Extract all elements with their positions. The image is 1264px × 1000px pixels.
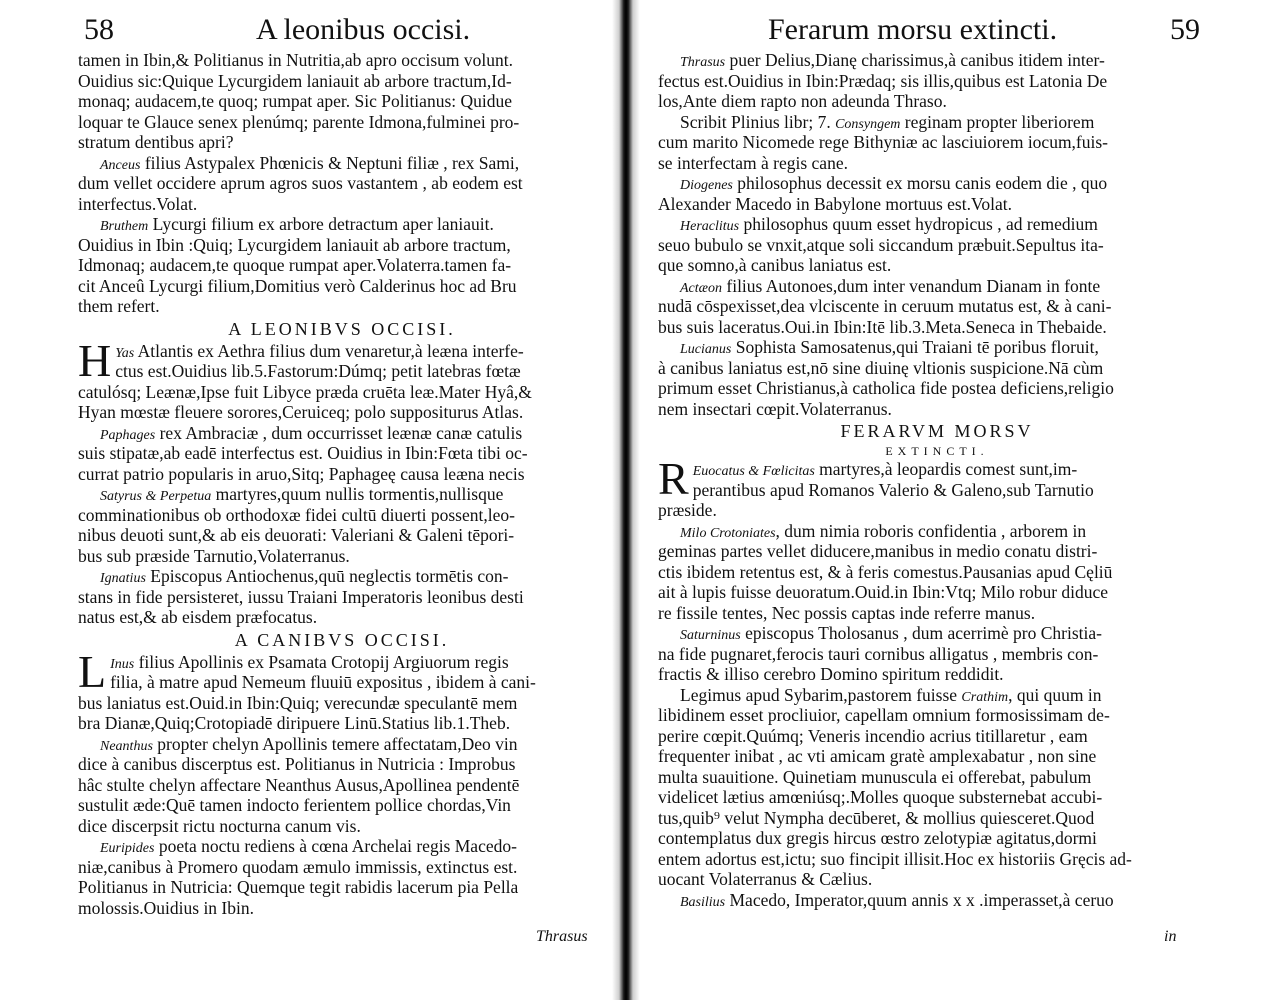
text-line: fectus est.Ouidius in Ibin:Prædaq; sis illis,quibus est Latonia De bbox=[658, 70, 1108, 91]
left-page-body bbox=[78, 50, 606, 918]
right-page-body bbox=[658, 50, 1216, 910]
right-page bbox=[640, 0, 1264, 1000]
text-line: Scribit Plinius libr; 7. Consyngem reginam propter liberiorem bbox=[680, 111, 1095, 132]
text-line: Satyrus & Perpetua martyres,quum nullis tormentis,nullisque bbox=[100, 484, 504, 504]
text-line: Legimus apud Sybarim,pastorem fuisse Crathim, qui quum in bbox=[680, 684, 1102, 705]
text-line: Paphages rex Ambraciæ , dum occurrisset leænæ canæ catulis bbox=[100, 422, 523, 443]
text-line: tus,quib⁹ velut Nympha decūberet, & mollius quiesceret.Quod bbox=[658, 807, 1095, 828]
text-line: Bruthem Lycurgi filium ex arbore detractum aper laniauit. bbox=[100, 214, 494, 234]
text-line: contemplatus dux gregis hircus œstro zelotypiæ agitatus,dormi bbox=[658, 828, 1097, 848]
entry-linus bbox=[78, 645, 606, 734]
text-line: nem insectari cœpit.Volaterranus. bbox=[658, 398, 892, 419]
text-line: Saturninus episcopus Tholosanus , dum acerrimè pro Christia- bbox=[680, 623, 1102, 643]
text-line: niæ,canibus à Promero quodam æmulo immissis, extinctus est. bbox=[78, 856, 518, 877]
entry-name: Bruthem bbox=[100, 219, 149, 234]
text-line: nudā cōspexisset,dea vlciscente in ceruum mutatus est, & à cani- bbox=[658, 296, 1112, 316]
text-line: Idmonaq; audacem,te quoque rumpat aper.Volaterra.tamen fa- bbox=[78, 255, 512, 275]
text-line: loquar te Glauce senex plenúmq; parente Idmona,fulminei pro- bbox=[78, 111, 520, 132]
text-line: ctus est.Ouidius lib.5.Fastorum:Dúmq; petit latebras fœtæ bbox=[115, 361, 521, 381]
drop-cap: L bbox=[78, 645, 107, 697]
entry-euripides bbox=[78, 836, 606, 918]
paragraph-opening bbox=[78, 50, 606, 153]
text-line: videlicet lætius amœniúsq;.Molles quoque substernebat accubi- bbox=[658, 787, 1103, 807]
entry-diogenes bbox=[658, 173, 1216, 214]
text-line: ctis ibidem retentus est, & à feris comestus.Pausanias apud Cęliū bbox=[658, 561, 1113, 582]
text-line: que somno,à canibus laniatus est. bbox=[658, 255, 892, 275]
entry-hyas bbox=[78, 334, 606, 423]
entry-name: Euocatus & Fœlicitas bbox=[692, 464, 815, 479]
entry-name: Heraclitus bbox=[680, 219, 740, 234]
right-page-header bbox=[640, 10, 1264, 50]
entry-name: Anceus bbox=[100, 157, 141, 173]
text-line: bus sub præside Tarnutio,Volaterranus. bbox=[78, 545, 350, 566]
text-line: filia, à matre apud Nemeum fluuiū expositus , ibidem à cani- bbox=[110, 672, 536, 692]
text-line: ait à lupis fuisse deuoratum.Ouid.in Ibin:Vtq; Milo robur diduce bbox=[658, 582, 1109, 602]
text-line: à canibus laniatus est,nō sine diuinę vltionis suspicione.Nā cùm bbox=[658, 357, 1104, 378]
entry-name: Milo Crotoniates bbox=[680, 525, 776, 541]
entry-basilius bbox=[658, 890, 1216, 911]
drop-cap: H bbox=[78, 334, 112, 386]
text-line: Neanthus propter chelyn Apollinis temere affectatam,Deo vin bbox=[100, 733, 518, 754]
entry-name: Saturninus bbox=[680, 628, 741, 643]
text-line: comminationibus ob orthodoxæ fidei cultū diuerti possent,leo- bbox=[78, 504, 515, 525]
text-line: perire cœpit.Quúmq; Veneris incendio acrius titillaretur , eam bbox=[658, 725, 1088, 746]
text-line: Euripides poeta noctu rediens à cœna Archelai regis Macedo- bbox=[100, 836, 517, 856]
text-line: Euocatus & Fœlicitas martyres,à leopardis comest sunt,im- bbox=[692, 459, 1078, 479]
text-line: na fide pugnaret,ferocis tauri cornibus alligatus , membris con- bbox=[658, 643, 1099, 664]
text-line: stans in fide persisteret, iussu Traiani Imperatoris leonibus desti bbox=[78, 586, 524, 607]
entry-milo bbox=[658, 521, 1216, 624]
entry-name: Consyngem bbox=[835, 116, 901, 132]
text-line: interfectus.Volat. bbox=[78, 193, 198, 214]
text-line: them refert. bbox=[78, 296, 160, 316]
text-line: Basilius Macedo, Imperator,quum annis x x .imperasset,à ceruo bbox=[680, 889, 1114, 910]
drop-cap: R bbox=[658, 453, 689, 504]
text-line: stratum dentibus apri? bbox=[78, 132, 234, 152]
entry-name: Satyrus & Perpetua bbox=[100, 489, 212, 504]
text-line: libidinem esset procliuior, capellam omnium formosissimam de- bbox=[658, 705, 1110, 725]
text-line: catulósq; Leænæ,Ipse fuit Libyce præda cruēta leæ.Mater Hyâ,& bbox=[78, 381, 532, 402]
text-line: Ignatius Episcopus Antiochenus,quū neglectis tormētis con- bbox=[100, 566, 509, 586]
text-line: Anceus filius Astypalex Phœnicis & Neptuni filiæ , rex Sami, bbox=[100, 152, 520, 173]
section-heading: FERARVM MORSV bbox=[840, 421, 1034, 441]
entry-name: Neanthus bbox=[100, 738, 153, 754]
entry-saturninus bbox=[658, 623, 1216, 685]
text-line: Diogenes philosophus decessit ex morsu canis eodem die , quo bbox=[680, 173, 1108, 193]
text-line: Actæon filius Autonoes,dum inter venandum Dianam in fonte bbox=[680, 275, 1101, 296]
text-line: cit Anceû Lycurgi filium,Domitius verò Calderinus hoc ad Bru bbox=[78, 275, 517, 296]
section-subheading: EXTINCTI. bbox=[885, 444, 989, 458]
text-line: entem adortus est,ictu; suo fincipit illisit.Hoc ex historiis Gręcis ad- bbox=[658, 848, 1132, 869]
entry-name: Lucianus bbox=[680, 342, 732, 357]
text-line: hâc stulte chelyn affectare Neanthus Ausus,Apollinea pendentē bbox=[78, 774, 520, 795]
text-line: præside. bbox=[658, 500, 717, 520]
entry-satyrus bbox=[78, 484, 606, 566]
section-heading: A LEONIBVS OCCISI. bbox=[228, 318, 456, 339]
text-line: Inus filius Apollinis ex Psamata Crotopij Argiuorum regis bbox=[110, 651, 509, 672]
entry-crathis bbox=[658, 685, 1216, 890]
text-line: re fissile tentes, Nec possis captas inde referre manus. bbox=[658, 602, 1036, 623]
text-line: Ouidius sic:Quique Lycurgidem laniauit ab arbore tractum,Id- bbox=[78, 70, 512, 91]
text-line: tamen in Ibin,& Politianus in Nutritia,ab apro occisum volunt. bbox=[78, 50, 514, 70]
entry-name: Actæon bbox=[680, 280, 722, 296]
text-line: monaq; audacem,te quoq; rumpat aper. Sic Politianus: Quidue bbox=[78, 91, 513, 111]
text-line: bus suis laceratus.Oui.in Ibin:Itē lib.3.Meta.Seneca in Thebaide. bbox=[658, 316, 1107, 337]
text-line: multa suauitione. Quinetiam munuscula ei offerebat, pabulum bbox=[658, 766, 1092, 787]
text-line: nibus deuoti sunt,& ab eis deuorati: Valeriani & Galeni tēpori- bbox=[78, 525, 515, 545]
text-line: Politianus in Nutricia: Quemque tegit rabidis lacerum pia Pella bbox=[78, 877, 519, 897]
entry-name: Basilius bbox=[680, 894, 726, 910]
book-gutter bbox=[612, 0, 640, 1000]
text-line: seuo bubulo se vnxit,atque soli siccandum præbuit.Sepultus ita- bbox=[658, 234, 1104, 255]
catchword: in bbox=[1164, 928, 1177, 945]
entry-thrasus bbox=[658, 50, 1216, 112]
text-line: Alexander Macedo in Babylone mortuus est.Volat. bbox=[658, 193, 1012, 214]
entry-bruthem bbox=[78, 214, 606, 317]
text-line: cum marito Nicomede rege Bithyniæ ac lasciuiorem iocum,fuis- bbox=[658, 132, 1109, 152]
entry-actaeon bbox=[658, 276, 1216, 338]
text-line: dice discerpsit rictu nocturna canum vis. bbox=[78, 815, 361, 836]
entry-name: Paphages bbox=[100, 427, 156, 443]
text-line: Yas Atlantis ex Aethra filius dum venaretur,à leæna interfe- bbox=[115, 340, 524, 361]
page-number: 58 bbox=[84, 13, 114, 46]
entry-name: Ignatius bbox=[100, 571, 146, 586]
entry-paphages bbox=[78, 423, 606, 485]
entry-lucianus bbox=[658, 337, 1216, 419]
text-line: dice à canibus discerptus est. Politianus in Nutricia : Improbus bbox=[78, 754, 516, 774]
running-title: Ferarum morsu extincti. bbox=[768, 13, 1058, 46]
entry-plinius bbox=[658, 112, 1216, 174]
text-line: bra Dianæ,Quiq;Crotopiadē diripuere Linū.Statius lib.1.Theb. bbox=[78, 713, 511, 733]
text-line: sustulit æde:Quē tamen indocto ferientem pollice chordas,Vin bbox=[78, 795, 511, 815]
text-line: Heraclitus philosophus quum esset hydropicus , ad remedium bbox=[680, 214, 1098, 234]
section-heading: A CANIBVS OCCISI. bbox=[234, 629, 450, 650]
text-line: frequenter inibat , ac vti amicam gratè amplexabatur , non sine bbox=[658, 746, 1097, 766]
text-line: Hyan mœstæ fleuere sorores,Ceruiceq; polo suppositurus Atlas. bbox=[78, 402, 524, 422]
catchword: Thrasus bbox=[536, 928, 588, 945]
entry-heraclitus bbox=[658, 214, 1216, 276]
entry-name: Thrasus bbox=[680, 55, 726, 70]
text-line: Milo Crotoniates, dum nimia roboris confidentia , arborem in bbox=[680, 520, 1087, 541]
text-line: se interfectam à regis cane. bbox=[658, 152, 848, 173]
entry-anceus bbox=[78, 153, 606, 215]
page-number: 59 bbox=[1170, 13, 1200, 46]
left-page bbox=[0, 0, 612, 1000]
entry-ignatius bbox=[78, 566, 606, 628]
entry-name: Inus bbox=[110, 656, 135, 672]
entry-neanthus bbox=[78, 734, 606, 837]
entry-reuocatus bbox=[658, 453, 1216, 521]
text-line: currat patrio popularis in aruo,Sitq; Paphageę causa leæna necis bbox=[78, 463, 525, 484]
text-line: primum esset Christianus,à catholica fide postea deficiens,religio bbox=[658, 378, 1114, 398]
text-line: uocant Volaterranus & Cælius. bbox=[658, 869, 873, 889]
text-line: dum vellet occidere aprum agros suos vastantem , ab eodem est bbox=[78, 173, 523, 193]
text-line: Thrasus puer Delius,Dianę charissimus,à canibus itidem inter- bbox=[680, 50, 1105, 70]
text-line: los,Ante diem rapto non adeunda Thraso. bbox=[658, 91, 947, 111]
text-line: suis stipatæ,ab eadē interfectus est. Ouidius in Ibin:Fœta tibi oc- bbox=[78, 443, 528, 463]
text-line: bus laniatus est.Ouid.in Ibin:Quiq; verecundæ speculantē mem bbox=[78, 692, 518, 713]
text-line: perantibus apud Romanos Valerio & Galeno,sub Tarnutio bbox=[692, 479, 1094, 500]
entry-name: Yas bbox=[115, 345, 135, 361]
text-line: fractis & illiso cerebro Domino spiritum reddidit. bbox=[658, 664, 1004, 684]
entry-name: Crathim bbox=[961, 689, 1009, 705]
text-line: molossis.Ouidius in Ibin. bbox=[78, 897, 254, 918]
entry-name: Diogenes bbox=[680, 178, 733, 193]
running-title: A leonibus occisi. bbox=[256, 13, 471, 46]
text-line: geminas partes vellet diducere,manibus in medio conatu distri- bbox=[658, 541, 1098, 561]
entry-name: Euripides bbox=[100, 841, 155, 856]
text-line: Ouidius in Ibin :Quiq; Lycurgidem laniauit ab arbore tractum, bbox=[78, 234, 511, 255]
text-line: Lucianus Sophista Samosatenus,qui Traiani tē poribus floruit, bbox=[680, 337, 1099, 357]
left-page-header bbox=[0, 10, 612, 50]
text-line: natus est,& ab eisdem præfocatus. bbox=[78, 607, 318, 627]
